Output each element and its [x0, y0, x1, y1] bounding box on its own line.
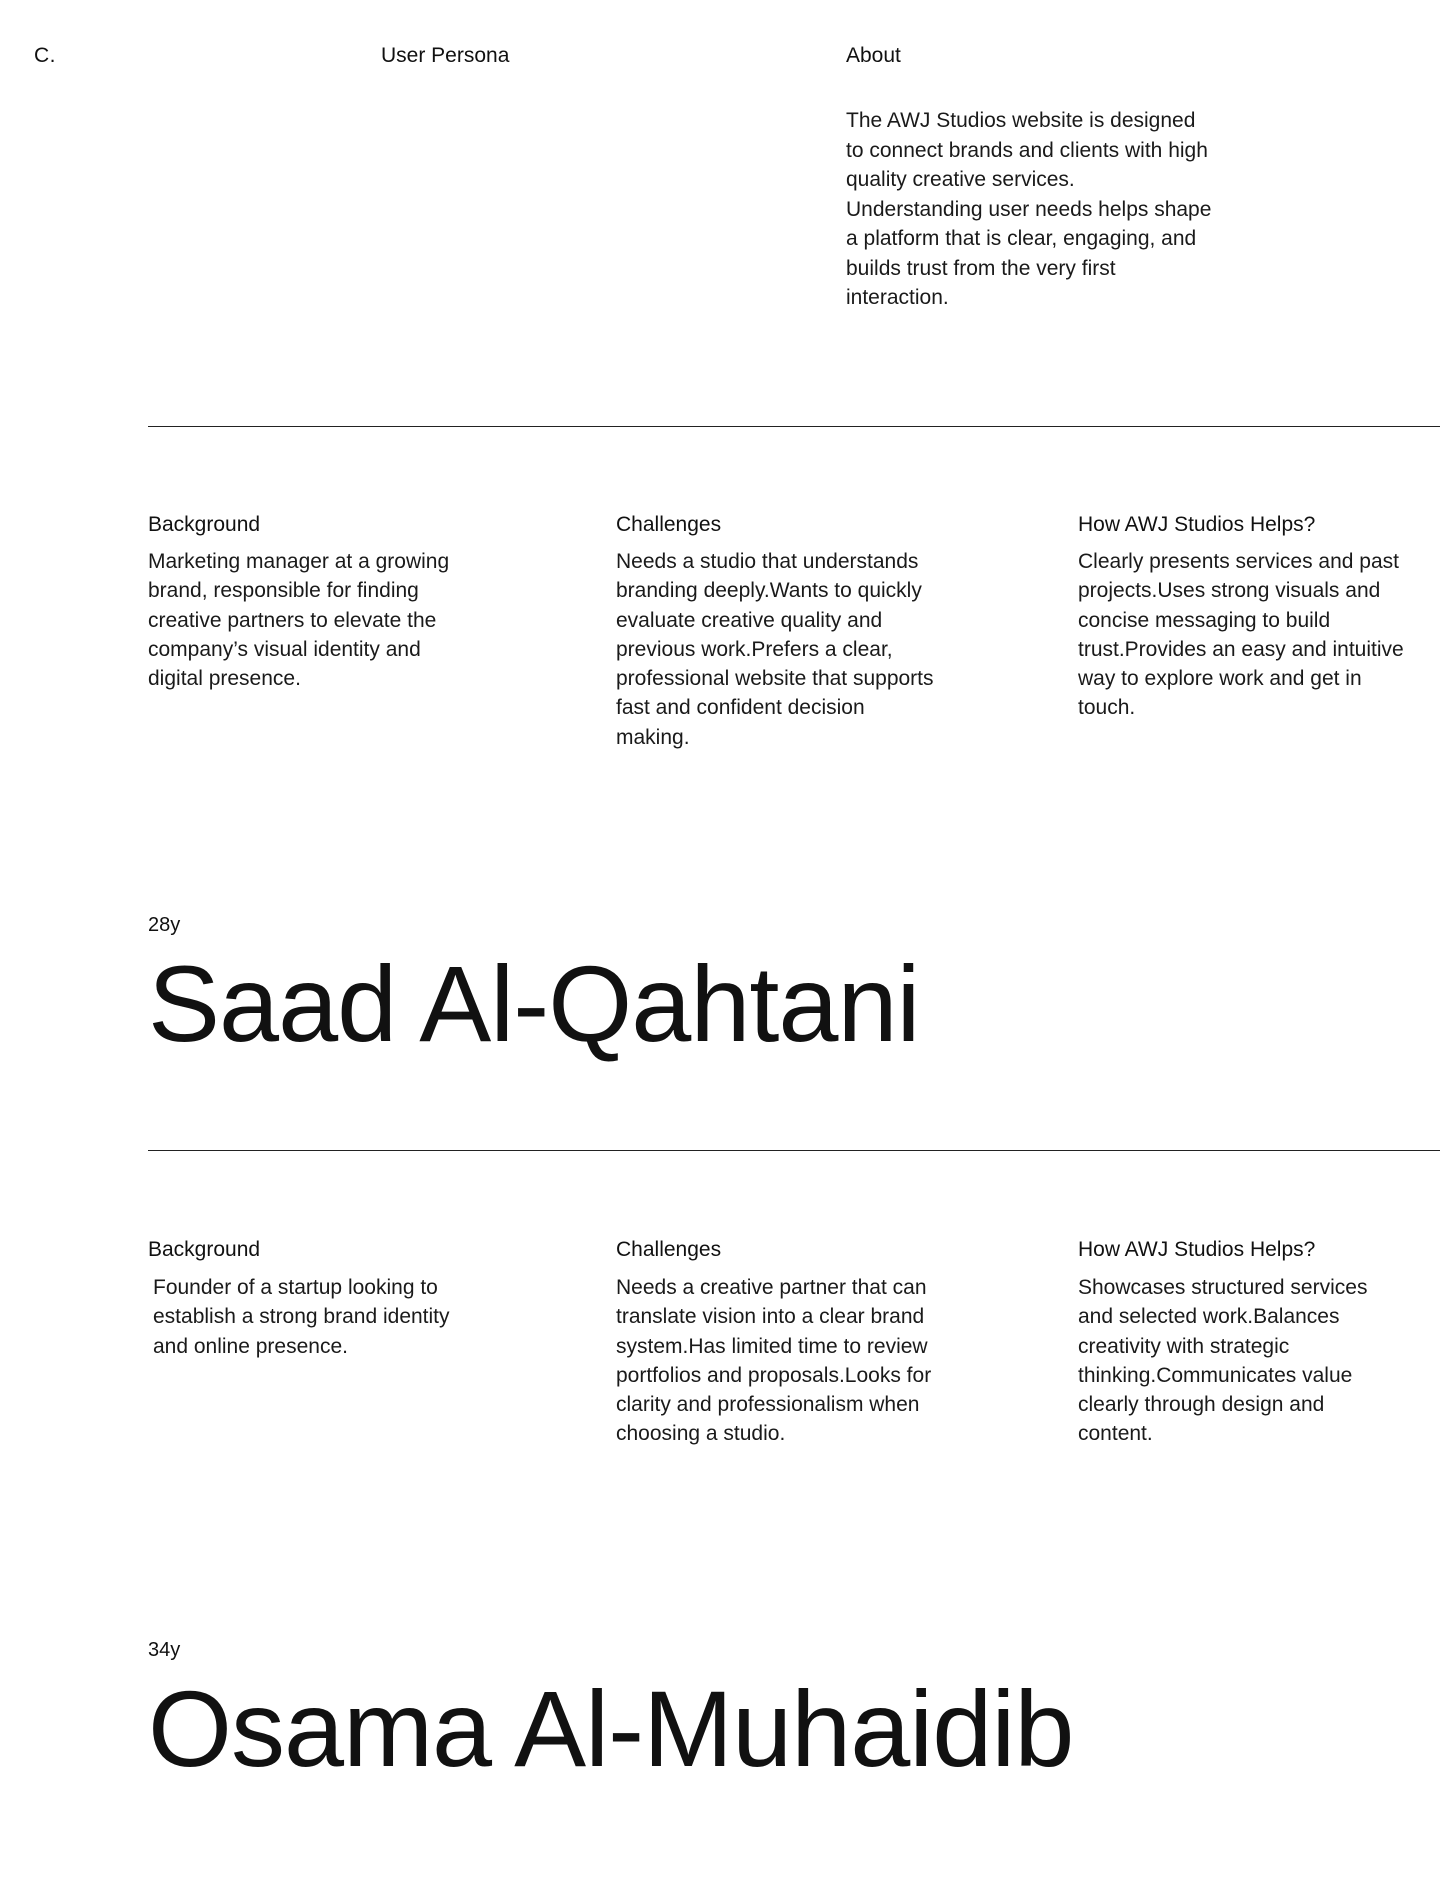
helps-text: Showcases structured services and selected work.Balances creativity with strategic thinking.Communicates value clearly through design and content. — [1078, 1276, 1368, 1446]
background-heading: Background — [148, 1238, 261, 1261]
about-heading: About — [846, 44, 901, 67]
divider — [148, 426, 1440, 427]
helps-heading: How AWJ Studios Helps? — [1078, 1238, 1316, 1261]
challenges-text: Needs a studio that understands branding deeply.Wants to quickly evaluate creative quality and previous work.Prefers a clear, professional website that supports fast and confident decision making. — [616, 550, 934, 749]
about-text: The AWJ Studios website is designed to connect brands and clients with high quality creative services. Understanding user needs helps shape a platform that is clear, engaging, and builds trust from the very first interaction. — [846, 109, 1212, 309]
page-title: User Persona — [381, 44, 510, 67]
challenges-text: Needs a creative partner that can translate vision into a clear brand system.Has limited time to review portfolios and proposals.Looks for clarity and professionalism when choosing a studio. — [616, 1276, 932, 1446]
challenges-heading: Challenges — [616, 513, 722, 536]
persona-name: Saad Al-Qahtani — [148, 943, 920, 1064]
background-text: Founder of a startup looking to establish a strong brand identity and online presence. — [153, 1276, 450, 1358]
helps-heading: How AWJ Studios Helps? — [1078, 513, 1316, 536]
divider — [148, 1150, 1440, 1151]
logo[interactable]: C. — [34, 44, 56, 67]
persona-name: Osama Al-Muhaidib — [148, 1668, 1074, 1789]
persona-age: 34y — [148, 1639, 181, 1661]
challenges-heading: Challenges — [616, 1238, 722, 1261]
background-text: Marketing manager at a growing brand, responsible for finding creative partners to elevate the company’s visual identity and digital presence. — [148, 550, 450, 691]
persona-age: 28y — [148, 914, 181, 936]
helps-text: Clearly presents services and past projects.Uses strong visuals and concise messaging to build trust.Provides an easy and intuitive way to explore work and get in touch. — [1078, 550, 1404, 720]
background-heading: Background — [148, 513, 261, 536]
